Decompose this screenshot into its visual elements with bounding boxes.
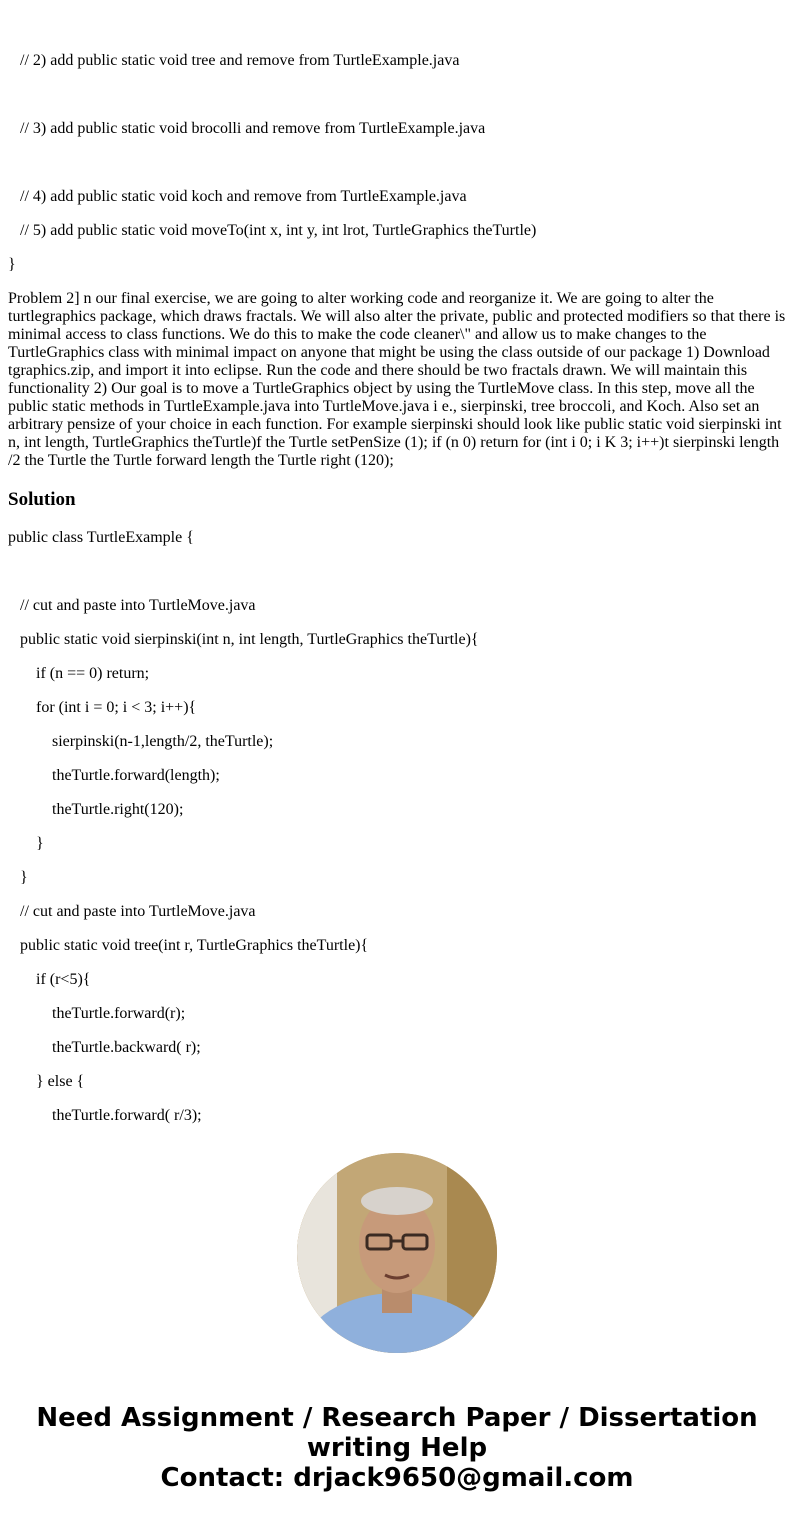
code-line: // 5) add public static void moveTo(int x, int y, int lrot, TurtleGraphics theTurtle) (20, 222, 537, 239)
code-line: // 3) add public static void brocolli and remove from TurtleExample.java (20, 120, 486, 137)
code-line: theTurtle.right(120); (52, 801, 184, 818)
code-line: sierpinski(n-1,length/2, theTurtle); (52, 733, 274, 750)
author-avatar (297, 1153, 497, 1353)
code-line: for (int i = 0; i < 3; i++){ (36, 699, 197, 716)
solution-heading: Solution (8, 489, 76, 510)
code-line: public class TurtleExample { (8, 529, 194, 546)
code-line: theTurtle.forward( r/3); (52, 1107, 202, 1124)
code-line: // cut and paste into TurtleMove.java (20, 903, 256, 920)
code-line: // 4) add public static void koch and remove from TurtleExample.java (20, 188, 467, 205)
code-line: if (r<5){ (36, 971, 91, 988)
code-line: if (n == 0) return; (36, 665, 150, 682)
code-line: theTurtle.forward(length); (52, 767, 220, 784)
code-line: } (20, 869, 28, 886)
promo-banner (0, 1403, 794, 1493)
code-line: theTurtle.backward( r); (52, 1039, 201, 1056)
problem-paragraph: Problem 2] n our final exercise, we are going to alter working code and reorganize it. We are going to alter the turtlegraphics package, which draws fractals. We will also alter the private, public and protected modifiers so that there is minimal access to class functions. We do this to make the code cleaner\" and allow us to make changes to the TurtleGraphics class with minimal impact on anyone that might be using the class outside of our package 1) Download tgraphics.zip, and import it into eclipse. Run the code and there should be two fractals drawn. We will maintain this functionality 2) Our goal is to move a TurtleGraphics object by using the TurtleMove class. In this step, move all the public static methods in TurtleExample.java into TurtleMove.java i e., sierpinski, tree broccoli, and Koch. Also set an arbitrary pensize of your choice in each function. For example sierpinski should look like public static void sierpinski int n, int length, TurtleGraphics theTurtle)f the Turtle setPenSize (1); if (n 0) return for (int i 0; i K 3; i++)t sierpinski length /2 the Turtle the Turtle forward length the Turtle right (120); (8, 290, 786, 469)
promo-line-3: Contact: drjack9650@gmail.com (160, 1463, 634, 1493)
author-photo (297, 1153, 497, 1353)
code-line: public static void sierpinski(int n, int length, TurtleGraphics theTurtle){ (20, 631, 479, 648)
promo-line-1: Need Assignment / Research Paper / Dissertation (36, 1403, 758, 1433)
code-line: } (8, 256, 16, 273)
code-line: public static void tree(int r, TurtleGraphics theTurtle){ (20, 937, 369, 954)
code-line: } else { (36, 1073, 85, 1090)
code-line: } (36, 835, 44, 852)
promo-line-2: writing Help (306, 1433, 488, 1463)
code-line: // 2) add public static void tree and remove from TurtleExample.java (20, 52, 460, 69)
code-line: // cut and paste into TurtleMove.java (20, 597, 256, 614)
code-line: theTurtle.forward(r); (52, 1005, 186, 1022)
